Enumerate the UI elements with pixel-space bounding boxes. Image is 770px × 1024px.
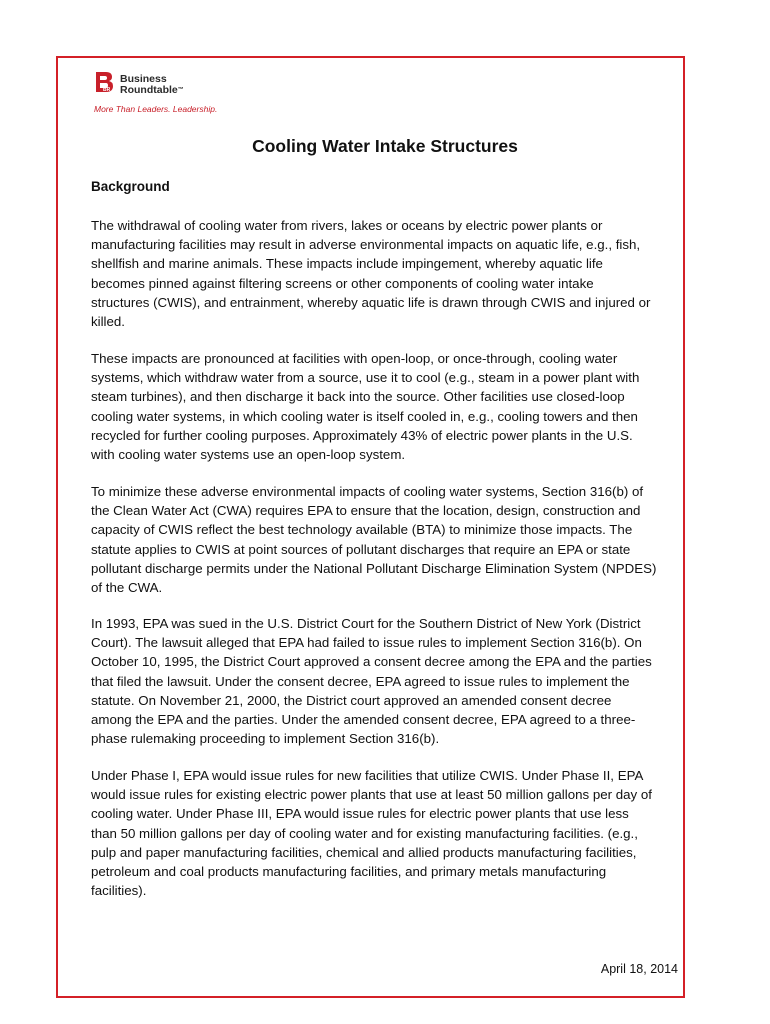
paragraph-line: steam turbines), and then discharge it back into the source. Other facilities use closed-loop [91, 389, 625, 405]
logo-name-line2: Roundtable [120, 84, 178, 96]
paragraph-line: Under Phase I, EPA would issue rules for new facilities that utilize CWIS. Under Phase II, EPA [91, 768, 644, 783]
paragraph-line: Court). The lawsuit alleged that EPA had failed to issue rules to implement Section 316(b). On [91, 635, 642, 651]
logo-tagline: More Than Leaders. Leadership. [94, 104, 218, 114]
paragraph-line: cooling water. Under Phase III, EPA would issue rules for electric power plants that use less [91, 806, 629, 822]
br-logo-icon [94, 70, 116, 94]
paragraph-line: that filed the lawsuit. Under the consent decree, EPA agreed to issue rules to implement the [91, 673, 630, 689]
paragraph-line: petroleum and coal products manufacturing facilities, and primary metals manufacturing [91, 864, 607, 880]
paragraph-line: phase rulemaking proceeding to implement Section 316(b). [91, 731, 440, 747]
section-heading-background: Background [91, 179, 170, 194]
logo-name-line1: Business [120, 73, 167, 85]
paragraph-line: pollutant discharge permits under the National Pollutant Discharge Elimination System (NPDES) [91, 560, 657, 576]
document-title: Cooling Water Intake Structures [252, 136, 518, 156]
paragraph-line: would issue rules for existing electric power plants that use at least 50 million gallons per day of [91, 787, 652, 803]
paragraph-line: than 50 million gallons per day of cooling water and for existing manufacturing facilities. (e.g., [91, 825, 638, 841]
paragraph-3 [91, 482, 691, 597]
document-date: April 18, 2014 [600, 962, 678, 976]
paragraph-line: shellfish and marine animals. These impacts include impingement, whereby aquatic life [91, 256, 603, 272]
paragraph-line: To minimize these adverse environmental impacts of cooling water systems, Section 316(b) of [91, 484, 644, 499]
paragraph-line: statute. On November 21, 2000, the District court approved an amended consent decree [91, 692, 612, 708]
paragraph-line: cooling water systems, in which cooling water is itself cooled in, e.g., cooling towers and then [91, 408, 638, 424]
paragraph-line: capacity of CWIS reflect the best technology available (BTA) to minimize those impacts. The [91, 522, 633, 538]
paragraph-line: of the CWA. [91, 580, 163, 596]
paragraph-line: facilities). [91, 883, 147, 899]
logo-name [120, 74, 210, 96]
paragraph-2 [91, 349, 691, 464]
paragraph-line: structures (CWIS), and entrainment, whereby aquatic life is drawn through CWIS and injured or [91, 294, 651, 310]
business-roundtable-logo [94, 70, 254, 118]
paragraph-line: killed. [91, 314, 125, 330]
paragraph-1 [91, 216, 691, 331]
paragraph-5 [91, 766, 691, 900]
paragraph-line: statute applies to CWIS at point sources of pollutant discharges that require an EPA or state [91, 541, 631, 557]
paragraph-line: with cooling water systems use an open-loop system. [91, 447, 406, 463]
paragraph-line: recycled for further cooling purposes. Approximately 43% of electric power plants in the U.S. [91, 427, 633, 443]
paragraph-line: the Clean Water Act (CWA) requires EPA to ensure that the location, design, construction and [91, 503, 641, 519]
paragraph-line: October 10, 1995, the District Court approved a consent decree among the EPA and the parties [91, 654, 652, 670]
paragraph-line: The withdrawal of cooling water from rivers, lakes or oceans by electric power plants or [91, 218, 603, 233]
logo-mark-text: BR [103, 87, 111, 93]
paragraph-line: These impacts are pronounced at facilities with open-loop, or once-through, cooling water [91, 351, 618, 366]
paragraph-line: pulp and paper manufacturing facilities, chemical and allied products manufacturing facilities, [91, 844, 637, 860]
paragraph-line: among the EPA and the parties. Under the amended consent decree, EPA agreed to a three- [91, 712, 636, 728]
logo-trademark: ™ [177, 87, 184, 93]
paragraph-line: becomes pinned against filtering screens or other components of cooling water intake [91, 275, 594, 291]
paragraph-line: systems, which withdraw water from a source, use it to cool (e.g., steam in a power plant with [91, 370, 640, 386]
paragraph-4 [91, 614, 691, 748]
paragraph-line: In 1993, EPA was sued in the U.S. District Court for the Southern District of New York (District [91, 616, 641, 631]
paragraph-line: manufacturing facilities may result in adverse environmental impacts on aquatic life, e.g., fish, [91, 237, 641, 253]
